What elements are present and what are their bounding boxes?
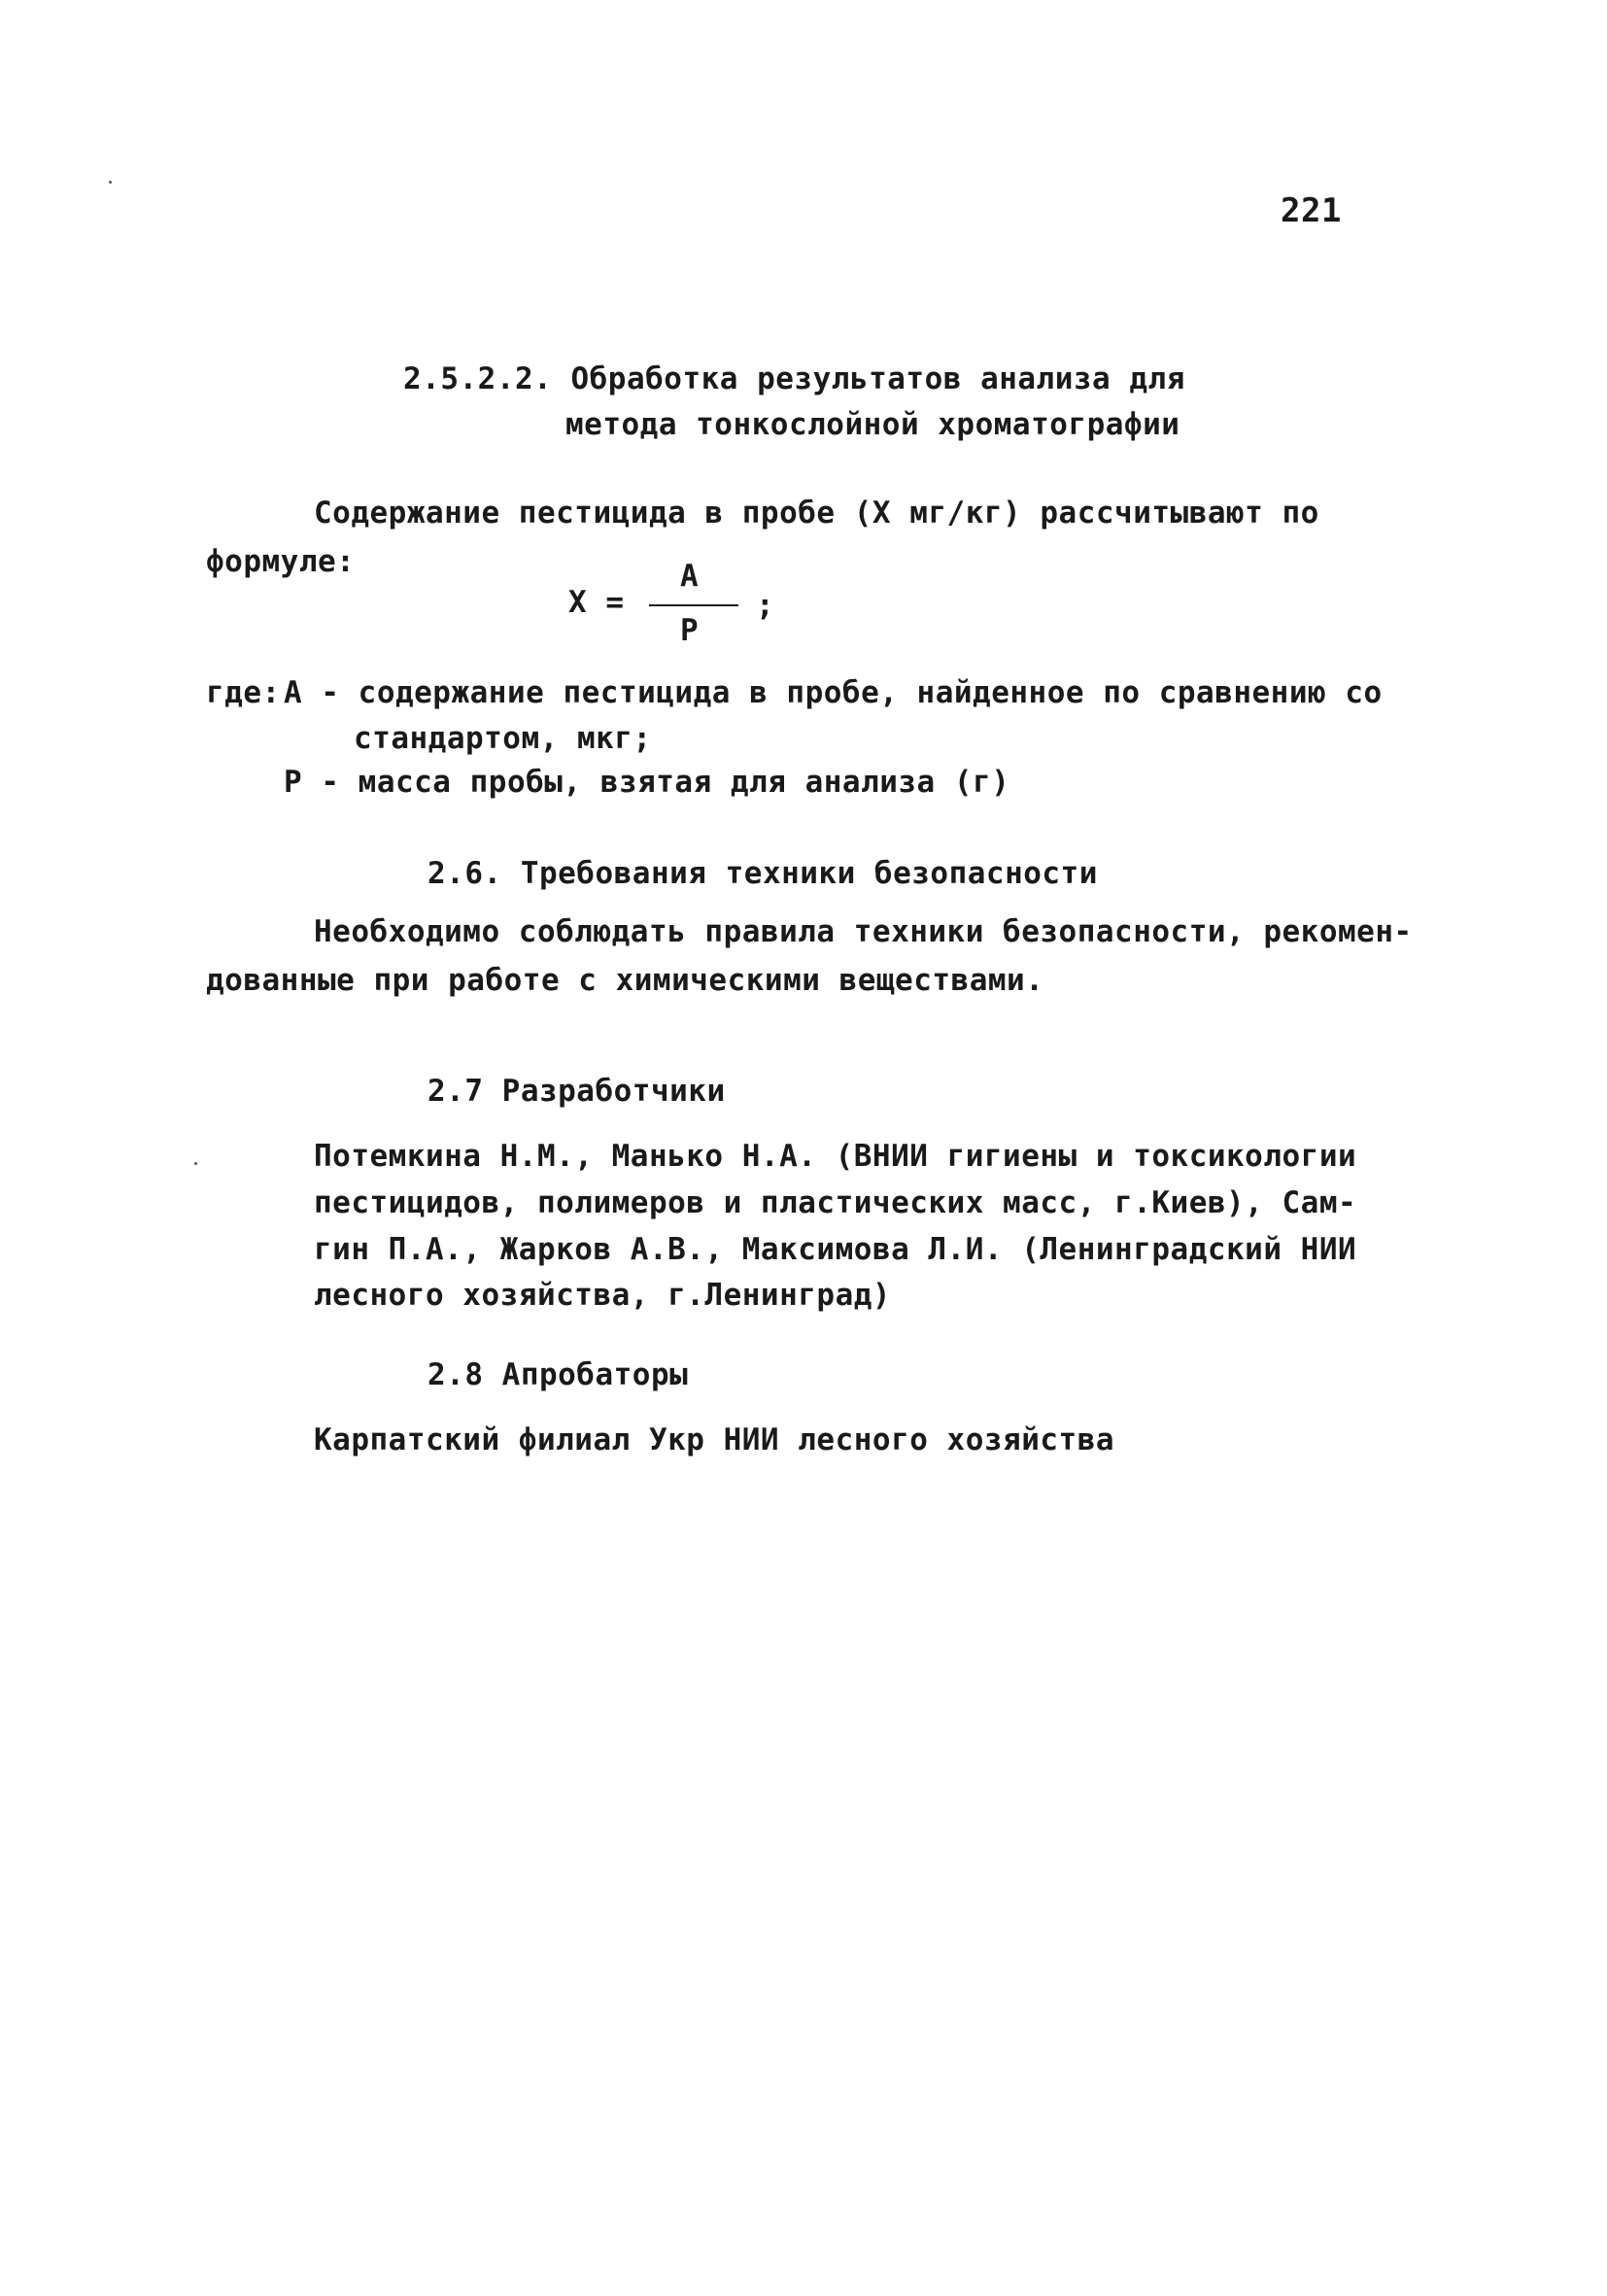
scan-speck bbox=[194, 1162, 197, 1165]
section-2-6-body-cont: дованные при работе с химическими веществами. bbox=[206, 963, 1044, 998]
formula-intro-line: Содержание пестицида в пробе (X мг/кг) рассчитывают по bbox=[314, 496, 1319, 531]
section-heading-2-7: 2.7 Разработчики bbox=[427, 1074, 726, 1109]
developers-line: Потемкина Н.М., Манько Н.А. (ВНИИ гигиены и токсикологии bbox=[314, 1139, 1357, 1174]
formula-lhs: X = bbox=[568, 585, 625, 620]
section-2-6-body: Необходимо соблюдать правила техники безопасности, рекомен- bbox=[314, 914, 1413, 949]
section-heading-2-8: 2.8 Апробаторы bbox=[427, 1357, 689, 1392]
page-number: 221 bbox=[1281, 191, 1342, 230]
scan-speck bbox=[109, 181, 112, 184]
formula-terminator: ; bbox=[756, 588, 775, 623]
definition-a-cont: стандартом, мкг; bbox=[354, 721, 652, 756]
approvers-line: Карпатский филиал Укр НИИ лесного хозяйства bbox=[314, 1422, 1115, 1457]
formula-numerator: A bbox=[680, 559, 700, 594]
section-heading-2-6: 2.6. Требования техники безопасности bbox=[427, 856, 1098, 891]
definition-a: A - содержание пестицида в пробе, найденное по сравнению со bbox=[284, 675, 1383, 710]
developers-line: лесного хозяйства, г.Ленинград) bbox=[314, 1278, 892, 1313]
definitions-where: где: bbox=[206, 675, 281, 710]
definition-p: P - масса пробы, взятая для анализа (г) bbox=[284, 765, 1010, 800]
fraction-bar bbox=[649, 604, 738, 606]
developers-line: гин П.А., Жарков А.В., Максимова Л.И. (Ленинградский НИИ bbox=[314, 1232, 1357, 1267]
section-heading-2-5-2-2: 2.5.2.2. Обработка результатов анализа для bbox=[403, 361, 1185, 396]
formula-denominator: P bbox=[680, 613, 700, 648]
formula-intro-line: формуле: bbox=[206, 544, 356, 579]
developers-line: пестицидов, полимеров и пластических масс, г.Киев), Сам- bbox=[314, 1185, 1357, 1220]
section-heading-2-5-2-2-cont: метода тонкослойной хроматографии bbox=[565, 407, 1180, 442]
